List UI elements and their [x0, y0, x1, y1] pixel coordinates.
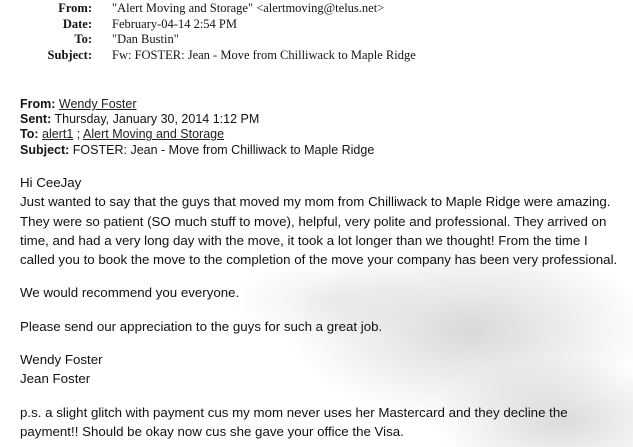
forward-date-row	[34, 16, 237, 33]
signature-jean: Jean Foster	[20, 371, 91, 387]
original-message-header	[20, 97, 374, 158]
original-to-label: To:	[20, 127, 39, 142]
forward-from-row	[34, 1, 385, 17]
forward-from-label: From:	[58, 1, 92, 15]
recipient-link-alert-moving[interactable]: Alert Moving and Storage	[83, 127, 225, 142]
forward-to-value: "Dan Bustin"	[112, 32, 179, 46]
original-subject-row	[20, 143, 374, 158]
appreciation-line: Please send our appreciation to the guys for such a great job.	[20, 318, 383, 334]
paragraph-gap	[20, 303, 632, 317]
forward-date-label: Date:	[62, 16, 92, 31]
message-body	[20, 173, 632, 441]
original-subject-value: FOSTER: Jean - Move from Chilliwack to Maple Ridge	[72, 142, 375, 157]
body-line: called you to book the move to the completion of the move your company has been very professional.	[20, 252, 618, 268]
body-line: Just wanted to say that the guys that moved my mom from Chilliwack to Maple Ridge were amazing.	[20, 194, 611, 210]
recipient-separator: ;	[73, 127, 84, 142]
original-sent-row	[20, 112, 374, 127]
paragraph-gap	[20, 336, 632, 350]
recommendation-line: We would recommend you everyone.	[20, 285, 240, 301]
greeting: Hi CeeJay	[20, 175, 82, 190]
forward-from-value: "Alert Moving and Storage" <alertmoving@telus.net>	[112, 1, 385, 15]
forward-date-value: February-04-14 2:54 PM	[112, 16, 237, 31]
ps-line: payment!! Should be okay now cus she gave your office the Visa.	[20, 423, 404, 439]
body-line: time, and had a very long day with the move, it took a lot longer than we thought! From the time I	[20, 232, 588, 248]
forward-subject-value: Fw: FOSTER: Jean - Move from Chilliwack to Maple Ridge	[112, 47, 416, 62]
forward-subject-label: Subject:	[47, 47, 92, 62]
original-subject-label: Subject:	[20, 142, 70, 157]
sender-link[interactable]: Wendy Foster	[58, 97, 137, 111]
original-from-row	[20, 97, 374, 112]
ps-line: p.s. a slight glitch with payment cus my mom never uses her Mastercard and they decline the	[20, 404, 568, 420]
original-sent-label: Sent:	[20, 112, 52, 127]
original-sent-value: Thursday, January 30, 2014 1:12 PM	[54, 112, 260, 127]
forward-subject-row	[34, 47, 416, 64]
signature-wendy: Wendy Foster	[20, 352, 103, 368]
original-from-label: From:	[20, 97, 56, 111]
body-line: They were so patient (SO much stuff to move), helpful, very polite and professional. They arrived on	[20, 213, 607, 229]
forward-to-row	[34, 32, 179, 48]
forward-header	[34, 1, 416, 63]
forward-to-label: To:	[74, 32, 92, 46]
paragraph-gap	[20, 269, 632, 283]
recipient-link-alert1[interactable]: alert1	[42, 127, 74, 142]
paragraph-gap	[20, 389, 632, 403]
original-to-row	[20, 127, 374, 142]
